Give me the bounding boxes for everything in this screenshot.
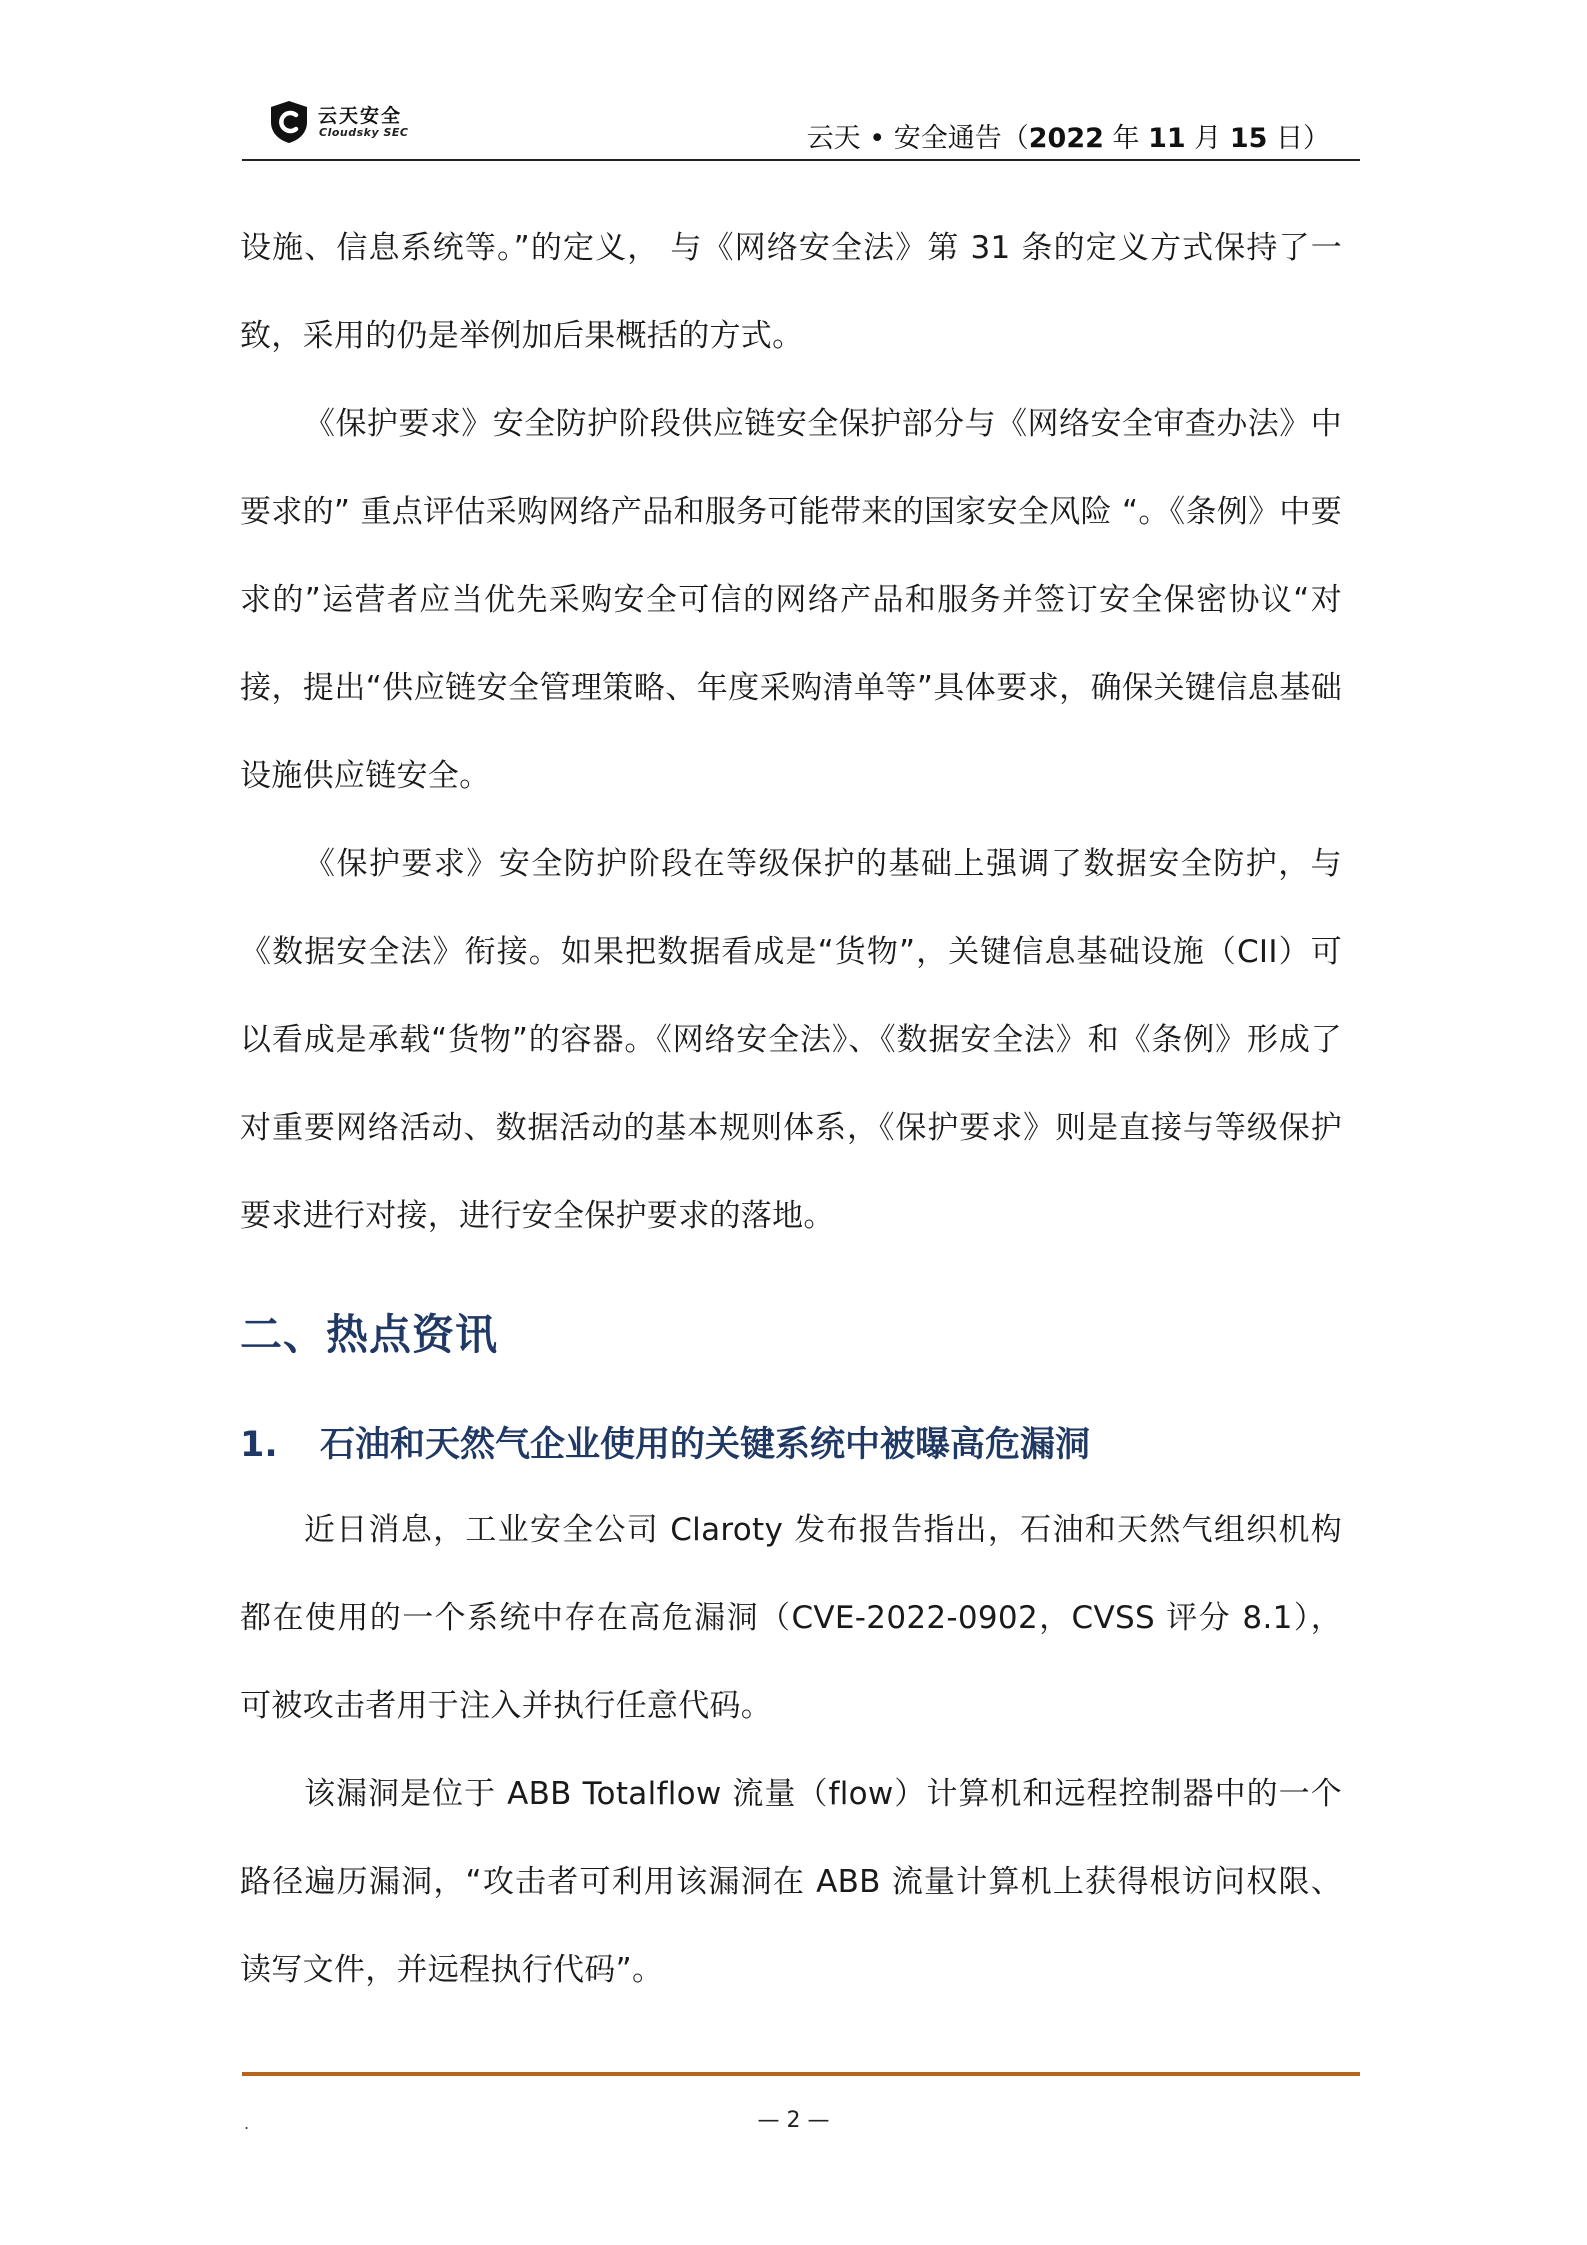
header-divider (242, 159, 1360, 161)
subsection-number: 1. (240, 1425, 278, 1465)
paragraph-2: 《保护要求》安全防护阶段供应链安全保护部分与《网络安全审查办法》中要求的” 重点评估采购网络产品和服务可能带来的国家安全风险 “。《条例》中要求的”运营者应当优先采购安全可信的网络产品和服务并签订安全保密协议“对接，提出“供应链安全管理策略、年度采购清单等”具体要求，确保关键信息基础设施供应链安全。 (240, 406, 1342, 794)
subsection-title: 石油和天然气企业使用的关键系统中被曝高危漏洞 (320, 1425, 1091, 1465)
bulletin-year: 2022 (1028, 123, 1104, 154)
bulletin-title (807, 116, 1330, 155)
page-number: — 2 — (757, 2108, 830, 2133)
bulletin-day: 15 (1229, 123, 1268, 154)
shield-logo-icon (268, 100, 310, 144)
bulletin-month: 11 (1148, 123, 1186, 154)
month-char: 月 (1185, 123, 1230, 154)
day-char: 日） (1267, 123, 1330, 154)
section-heading: 二、热点资讯 (240, 1310, 499, 1359)
year-char: 年 (1103, 123, 1149, 154)
paragraph-3: 《保护要求》安全防护阶段在等级保护的基础上强调了数据安全防护，与《数据安全法》衔接。如果把数据看成是“货物”，关键信息基础设施（CII）可以看成是承载“货物”的容器。《网络安全法》、《数据安全法》和《条例》形成了对重要网络活动、数据活动的基本规则体系，《保护要求》则是直接与等级保护要求进行对接，进行安全保护要求的落地。 (240, 846, 1342, 1234)
footer-dot: . (244, 2114, 250, 2133)
body-text (240, 204, 1342, 1260)
paragraph-5: 该漏洞是位于 ABB Totalflow 流量（flow）计算机和远程控制器中的一个路径遍历漏洞，“攻击者可利用该漏洞在 ABB 流量计算机上获得根访问权限、读写文件，并远程执行代码”。 (240, 1776, 1342, 1988)
logo-english-text: Cloudsky SEC (319, 126, 409, 139)
news-body-text (240, 1486, 1342, 2014)
bulletin-title-prefix: 云天 • 安全通告（ (806, 123, 1029, 154)
logo-chinese-text: 云天安全 (318, 105, 403, 127)
paragraph-1: 设施、信息系统等。”的定义， 与《网络安全法》第 31 条的定义方式保持了一致，采用的仍是举例加后果概括的方式。 (240, 230, 1342, 354)
footer-divider (242, 2072, 1360, 2076)
subsection-heading (240, 1417, 1090, 1467)
page-header (242, 98, 1360, 160)
paragraph-4: 近日消息，工业安全公司 Claroty 发布报告指出，石油和天然气组织机构都在使用的一个系统中存在高危漏洞（CVE-2022-0902，CVSS 评分 8.1），可被攻击者用于注入并执行任意代码。 (240, 1512, 1342, 1724)
